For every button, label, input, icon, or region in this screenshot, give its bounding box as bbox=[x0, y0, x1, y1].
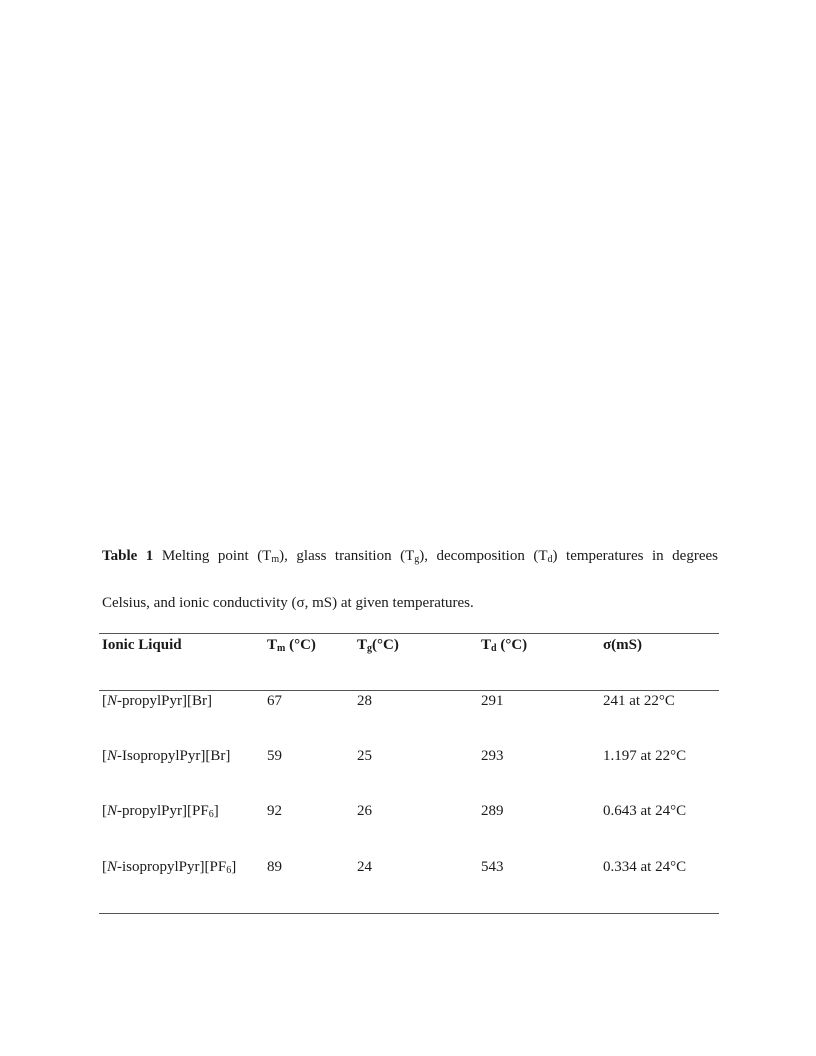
name-italic: N bbox=[107, 859, 118, 875]
caption-line-2: Celsius, and ionic conductivity (σ, mS) at given temperatures. bbox=[102, 595, 474, 611]
caption-subscript: g bbox=[414, 554, 420, 565]
name-part: [ bbox=[102, 859, 107, 875]
header-symbol: T bbox=[267, 637, 278, 653]
table-caption bbox=[102, 533, 718, 627]
data-table bbox=[99, 633, 719, 914]
name-part: [ bbox=[102, 693, 107, 709]
cell-sigma: 0.334 at 24°C bbox=[603, 859, 687, 875]
caption-text: ) temperatures in degrees bbox=[552, 548, 718, 564]
cell-sigma: 241 at 22°C bbox=[603, 693, 675, 709]
cell-tm: 89 bbox=[267, 859, 282, 875]
caption-text: Melting point (T bbox=[153, 548, 272, 564]
table-row bbox=[99, 800, 719, 822]
header-symbol: T bbox=[357, 637, 368, 653]
cell-ionic-liquid bbox=[102, 800, 219, 822]
cell-td: 289 bbox=[481, 803, 504, 819]
table-row bbox=[99, 690, 719, 712]
name-italic: N bbox=[107, 693, 118, 709]
cell-ionic-liquid bbox=[102, 690, 212, 712]
caption-line-1 bbox=[102, 533, 718, 580]
caption-text: ), glass transition (T bbox=[279, 548, 415, 564]
header-melting-point bbox=[267, 634, 316, 656]
cell-sigma: 1.197 at 22°C bbox=[603, 748, 687, 764]
cell-td: 293 bbox=[481, 748, 504, 764]
header-decomposition bbox=[481, 634, 527, 656]
name-part: -propylPyr][PF bbox=[117, 803, 209, 819]
cell-tg: 26 bbox=[357, 803, 372, 819]
name-part: -propylPyr][Br] bbox=[117, 693, 212, 709]
caption-text: ), decomposition (T bbox=[419, 548, 548, 564]
header-symbol: T bbox=[481, 637, 492, 653]
cell-tg: 28 bbox=[357, 693, 372, 709]
table-header-row bbox=[99, 634, 719, 656]
name-part: ] bbox=[231, 859, 237, 875]
name-part: ] bbox=[213, 803, 219, 819]
name-subscript: 6 bbox=[208, 809, 214, 820]
name-part: -IsopropylPyr][Br] bbox=[117, 748, 231, 764]
cell-ionic-liquid bbox=[102, 745, 230, 767]
cell-td: 543 bbox=[481, 859, 504, 875]
table-row bbox=[99, 856, 719, 878]
cell-ionic-liquid bbox=[102, 856, 236, 878]
cell-td: 291 bbox=[481, 693, 504, 709]
caption-subscript: m bbox=[271, 554, 280, 565]
header-ionic-liquid: Ionic Liquid bbox=[102, 637, 182, 653]
cell-tm: 59 bbox=[267, 748, 282, 764]
header-subscript: m bbox=[277, 643, 286, 654]
header-glass-transition bbox=[357, 634, 399, 656]
cell-sigma: 0.643 at 24°C bbox=[603, 803, 687, 819]
cell-tm: 67 bbox=[267, 693, 282, 709]
name-part: -isopropylPyr][PF bbox=[117, 859, 227, 875]
cell-tg: 24 bbox=[357, 859, 372, 875]
table-row bbox=[99, 745, 719, 767]
header-conductivity: σ(mS) bbox=[603, 637, 642, 653]
header-subscript: d bbox=[491, 643, 497, 654]
name-italic: N bbox=[107, 748, 118, 764]
header-unit: (°C) bbox=[496, 637, 528, 653]
name-part: [ bbox=[102, 803, 107, 819]
caption-subscript: d bbox=[547, 554, 553, 565]
name-subscript: 6 bbox=[226, 865, 232, 876]
name-italic: N bbox=[107, 803, 118, 819]
table-label: Table 1 bbox=[102, 548, 154, 564]
cell-tg: 25 bbox=[357, 748, 372, 764]
name-part: [ bbox=[102, 748, 107, 764]
cell-tm: 92 bbox=[267, 803, 282, 819]
header-subscript: g bbox=[367, 643, 373, 654]
header-unit: (°C) bbox=[285, 637, 316, 653]
header-unit: (°C) bbox=[372, 637, 399, 653]
